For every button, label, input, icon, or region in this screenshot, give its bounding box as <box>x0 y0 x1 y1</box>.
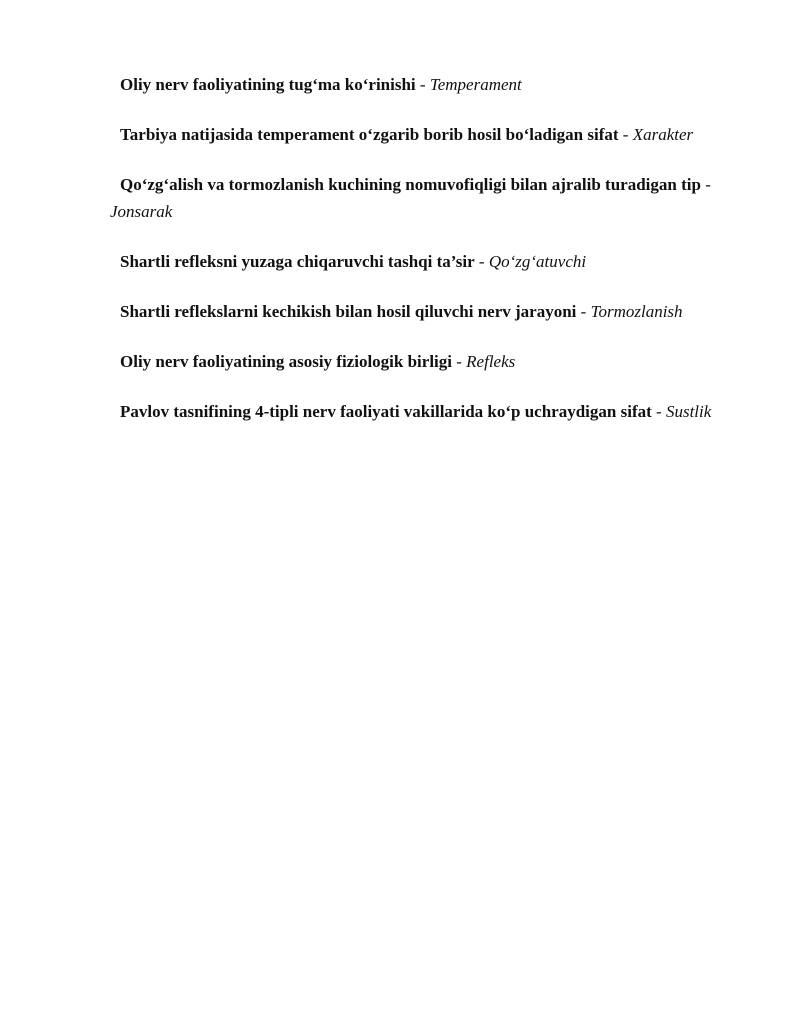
question-text: Oliy nerv faoliyatining asosiy fiziologik birligi <box>120 352 452 371</box>
qa-item <box>110 121 750 148</box>
question-text: Tarbiya natijasida temperament o‘zgarib borib hosil bo‘ladigan sifat <box>120 125 619 144</box>
qa-item <box>110 248 750 275</box>
question-text: Shartli refleksni yuzaga chiqaruvchi tashqi ta’sir <box>120 252 475 271</box>
question-text: Pavlov tasnifining 4-tipli nerv faoliyati vakillarida ko‘p uchraydigan sifat <box>120 402 652 421</box>
question-text: Shartli reflekslarni kechikish bilan hosil qiluvchi nerv jarayoni <box>120 302 577 321</box>
separator: - <box>651 402 666 421</box>
qa-item <box>110 298 750 325</box>
question-text: Qo‘zg‘alish va tormozlanish kuchining nomuvofiqligi bilan ajralib turadigan tip <box>120 175 701 194</box>
question-text: Oliy nerv faoliyatining tug‘ma ko‘rinishi <box>120 75 416 94</box>
answer-text: Refleks <box>466 352 516 371</box>
qa-item <box>110 348 750 375</box>
separator: - <box>618 125 633 144</box>
qa-item <box>110 171 750 225</box>
separator: - <box>415 75 430 94</box>
qa-item <box>110 71 750 98</box>
answer-text: Qo‘zg‘atuvchi <box>488 252 587 271</box>
separator: - <box>700 175 711 194</box>
separator: - <box>474 252 489 271</box>
separator: - <box>576 302 591 321</box>
answer-text: Temperament <box>429 75 522 94</box>
answer-text: Tormozlanish <box>590 302 683 321</box>
answer-text: Jonsarak <box>110 202 173 221</box>
separator: - <box>452 352 467 371</box>
qa-list <box>110 71 750 448</box>
qa-item <box>110 398 750 425</box>
answer-text: Xarakter <box>632 125 694 144</box>
answer-text: Sustlik <box>665 402 712 421</box>
